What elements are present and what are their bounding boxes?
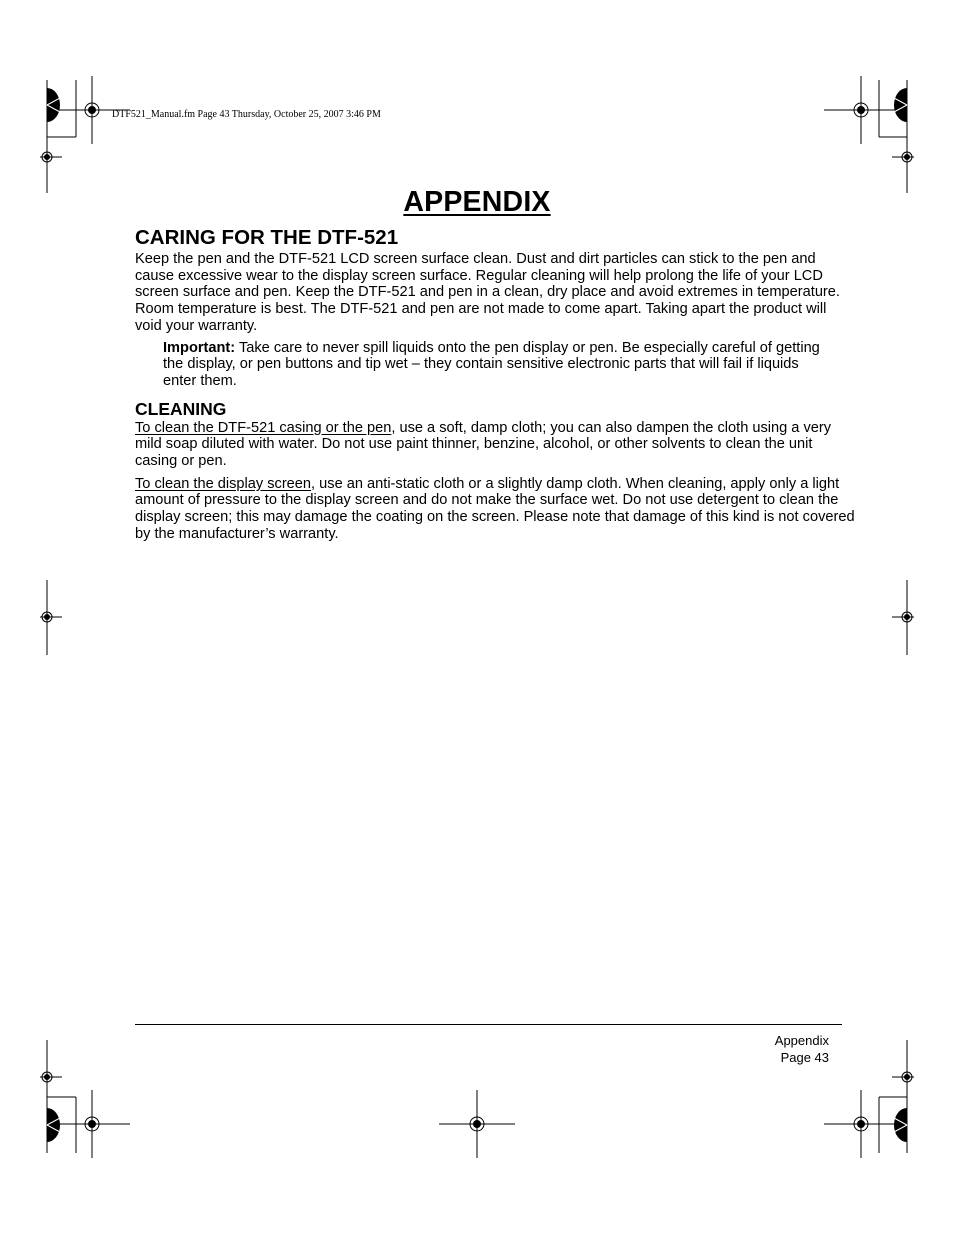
casing-subject: To clean the DTF-521 casing or the pen <box>135 419 392 436</box>
casing-text: , use a soft, damp cloth; you can also dampen the cloth using a very mild soap diluted with water. Do not use paint thinner, benzine, alcohol, or other solvents to clean the unit casing or pen. <box>135 419 832 470</box>
important-label: Important: <box>163 339 236 356</box>
main-content <box>135 225 855 543</box>
important-text: Take care to never spill liquids onto the pen display or pen. Be especially careful of getting the display, or pen buttons and tip wet – they contain sensitive electronic parts that will fail if liquids enter them. <box>163 339 820 389</box>
page-title <box>0 182 954 219</box>
cleaning-paragraph-screen <box>135 476 855 543</box>
footer <box>775 1032 829 1066</box>
section-heading: CARING FOR THE DTF-521 <box>135 226 399 249</box>
intro-paragraph: Keep the pen and the DTF-521 LCD screen surface clean. Dust and dirt particles can stick to the pen and cause excessive wear to the display screen surface. Regular cleaning will help prolong the life of your LCD screen surface and pen. Keep the DTF-521 and pen in a clean, dry place and avoid extremes in temperature. Room temperature is best. The DTF-521 and pen are not made to come apart. Taking apart the product will void your warranty. <box>135 251 840 334</box>
footer-page-number: Page 43 <box>780 1050 829 1065</box>
footer-section-label: Appendix <box>774 1033 829 1048</box>
screen-subject: To clean the display screen <box>135 475 312 492</box>
page-title-text: APPENDIX <box>403 186 551 218</box>
important-note <box>163 340 823 390</box>
frame-slug: DTF521_Manual.fm Page 43 Thursday, October 25, 2007 3:46 PM <box>112 109 381 120</box>
screen-text: , use an anti-static cloth or a slightly damp cloth. When cleaning, apply only a light amount of pressure to the display screen and do not make the surface wet. Do not use detergent to clean the display screen; this may damage the coating on the screen. Please note that damage of this kind is not covered by the manufacturer’s warranty. <box>135 475 855 542</box>
cleaning-paragraph-casing <box>135 420 855 470</box>
cleaning-heading: CLEANING <box>135 398 227 419</box>
footer-rule <box>135 1024 842 1025</box>
